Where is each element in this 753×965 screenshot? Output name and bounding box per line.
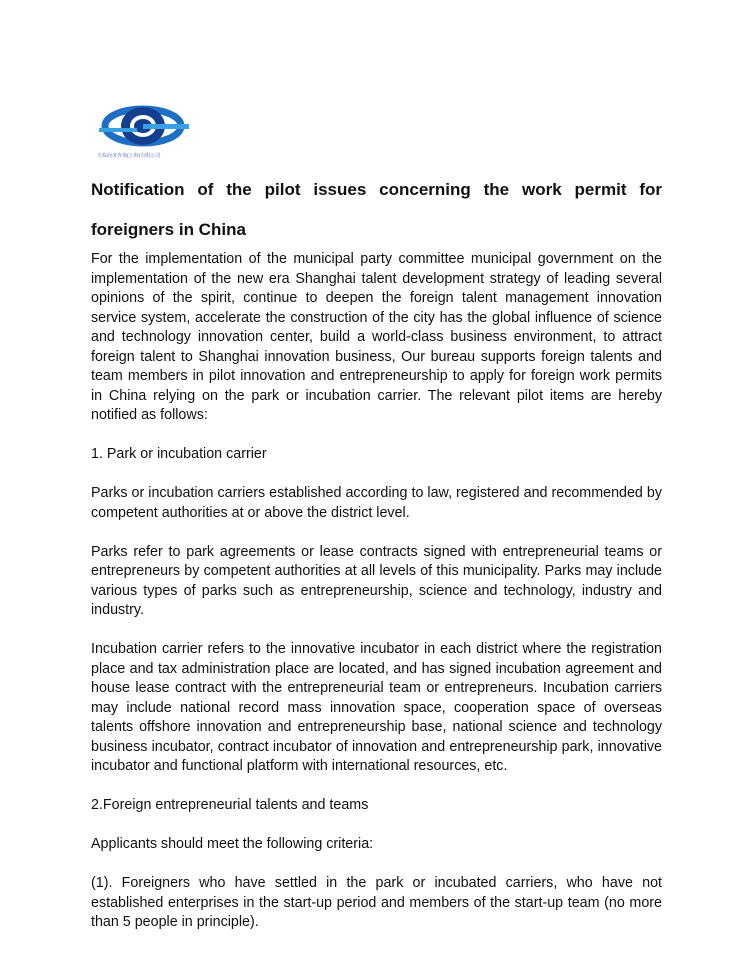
document-title-line-1: Notification of the pilot issues concerning the work permit for [91, 180, 662, 199]
section-heading-park: 1. Park or incubation carrier [91, 446, 267, 462]
company-logo-icon [97, 98, 193, 154]
paragraph-criterion-1: (1). Foreigners who have settled in the park or incubated carriers, who have not established enterprises in the start-up period and members of the start-up team (no more than 5 people in principle). [91, 875, 662, 930]
document-title-line-2: foreigners in China [91, 220, 246, 239]
intro-paragraph: For the implementation of the municipal party committee municipal government on the implementation of the new era Shanghai talent development strategy of leading several opinions of the spirit, continue to deepen the foreign talent management innovation service system, accelerate the construction of the city has the global influence of science and technology innovation center, build a world-class business environment, to attract foreign talent to Shanghai innovation business, Our bureau supports foreign talents and team members in pilot innovation and entrepreneurship to apply for foreign work permits in China relying on the park or incubation carrier. The relevant pilot items are hereby notified as follows: [91, 251, 662, 423]
paragraph-incubation-carrier: Incubation carrier refers to the innovative incubator in each district where the registration place and tax administration place are located, and has signed incubation agreement and house lease contract with the entrepreneurial team or entrepreneurs. Incubation carriers may include national record mass innovation space, cooperation space of overseas talents offshore innovation and entrepreneurship base, national science and technology business incubator, contract incubator of innovation and entrepreneurship park, innovative incubator and functional platform with international resources, etc. [91, 641, 662, 774]
paragraph-criteria: Applicants should meet the following criteria: [91, 836, 374, 852]
paragraph-parks: Parks refer to park agreements or lease contracts signed with entrepreneurial teams or entrepreneurs by competent authorities at all levels of this municipality. Parks may include various types of parks such as entrepreneurship, science and technology, industry and industry. [91, 543, 662, 618]
logo-caption: 天临商务咨询(上海)有限公司 [97, 153, 161, 159]
paragraph-park-definition: Parks or incubation carriers established according to law, registered and recommended by competent authorities at or above the district level. [91, 485, 662, 521]
company-logo [97, 98, 193, 160]
section-heading-talents: 2.Foreign entrepreneurial talents and teams [91, 797, 369, 813]
document-body [91, 250, 662, 952]
